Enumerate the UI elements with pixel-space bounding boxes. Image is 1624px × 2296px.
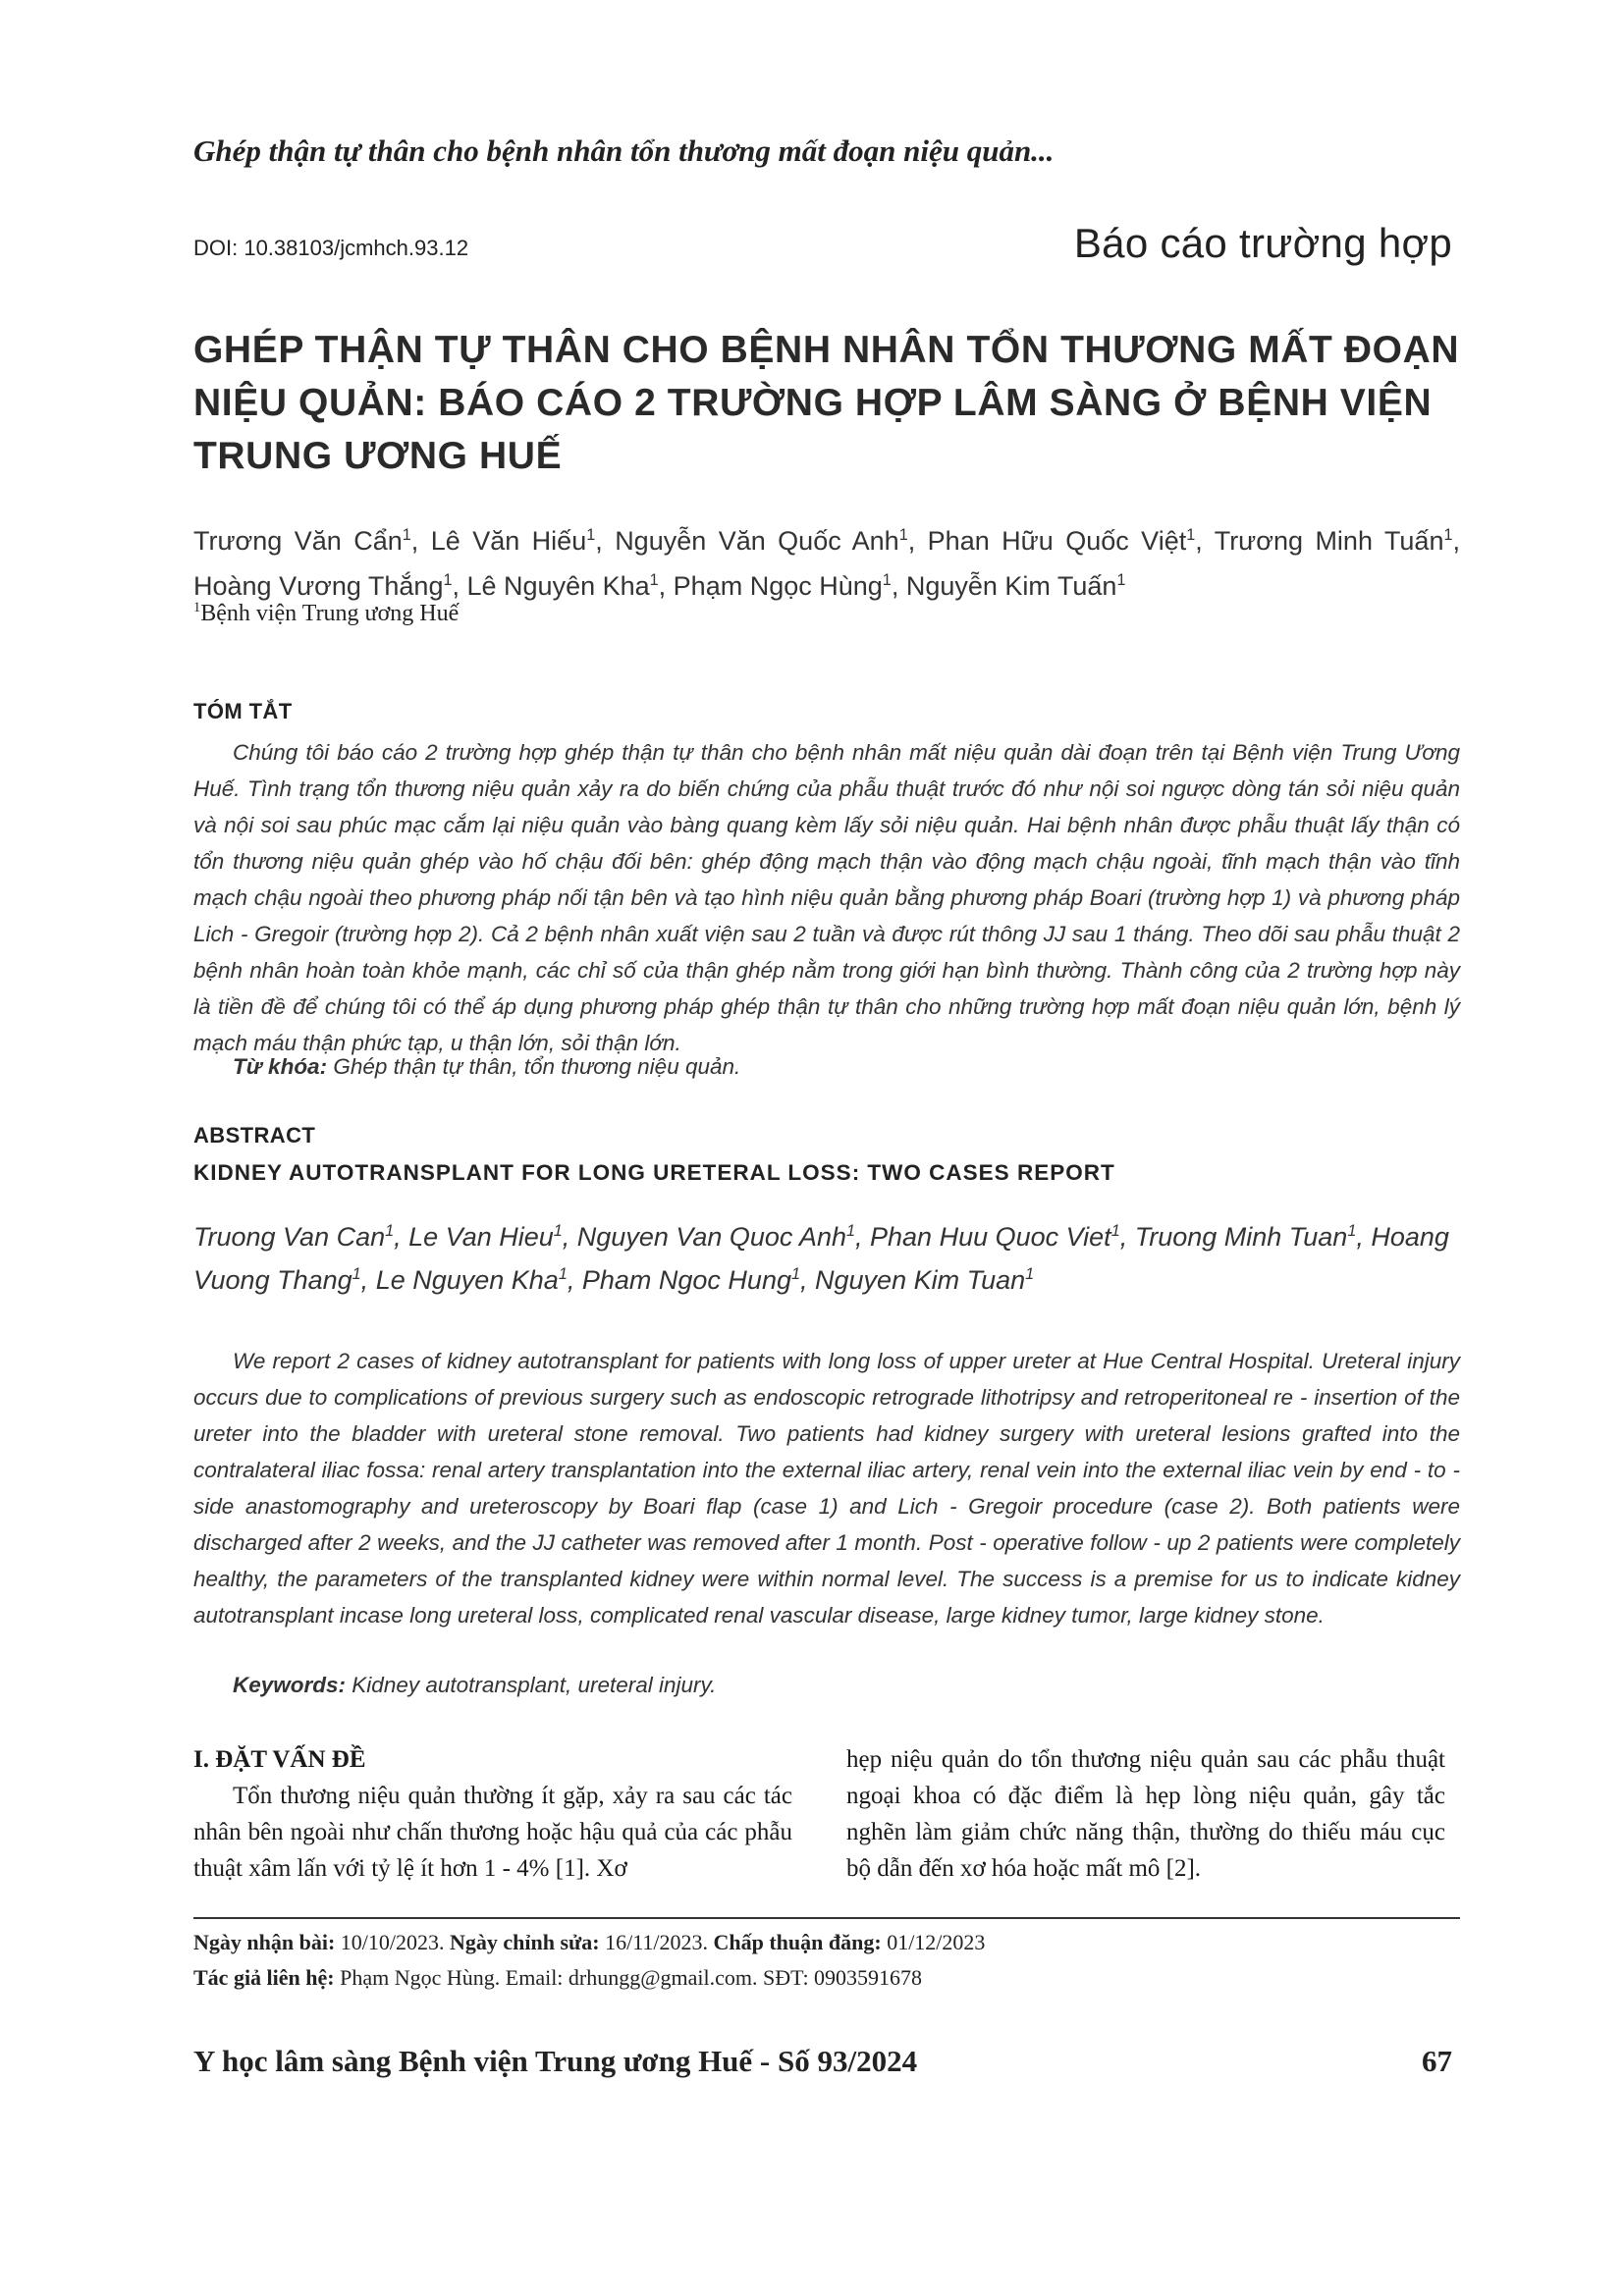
author: Lê Văn Hiếu: [430, 526, 587, 556]
author: Truong Van Can: [193, 1222, 386, 1252]
running-head: Ghép thận tự thân cho bệnh nhân tổn thương mất đoạn niệu quản...: [193, 133, 1055, 168]
author: Lê Nguyên Kha: [466, 571, 650, 601]
footer-journal: Y học lâm sàng Bệnh viện Trung ương Huế - Số 93/2024: [193, 2044, 918, 2078]
submission-dates: Ngày nhận bài: 10/10/2023. Ngày chỉnh sửa: 16/11/2023. Chấp thuận đăng: 01/12/2023: [193, 1930, 986, 1954]
page-number: 67: [1422, 2044, 1452, 2078]
intro-paragraph-continued: hẹp niệu quản do tổn thương niệu quản sau các phẫu thuật ngoại khoa có đặc điểm là hẹp lòng niệu quản, gây tắc nghẽn làm giảm chức năng thận, thường do thiếu máu cục bộ dẫn đến xơ hóa hoặc mất mô [2].: [846, 1746, 1445, 1882]
keywords-en: Keywords: Kidney autotransplant, ureteral injury.: [233, 1673, 717, 1697]
author: Truong Minh Tuan: [1134, 1222, 1348, 1252]
author: Hoàng Vương Thắng: [193, 571, 444, 601]
footnote-divider: [193, 1917, 1460, 1919]
author: Hoang Vuong Thang: [193, 1222, 1449, 1295]
author: Nguyễn Kim Tuấn: [905, 571, 1117, 601]
abstract-vn-text: Chúng tôi báo cáo 2 trường hợp ghép thận tự thân cho bệnh nhân mất niệu quản dài đoạn trên tại Bệnh viện Trung Ương Huế. Tình trạng tổn thương niệu quản xảy ra do biến chứng của phẫu thuật trước đó như nội soi ngược dòng tán sỏi niệu quản và nội soi sau phúc mạc cắm lại niệu quản vào bàng quang kèm lấy sỏi niệu quản. Hai bệnh nhân được phẫu thuật lấy thận có tổn thương niệu quản ghép vào hố chậu đối bên: ghép động mạch thận vào động mạch chậu ngoài, tĩnh mạch thận vào tĩnh mạch chậu ngoài theo phương pháp nối tận bên và tạo hình niệu quản bằng phương pháp Boari (trường hợp 1) và phương pháp Lich - Gregoir (trường hợp 2). Cả 2 bệnh nhân xuất viện sau 2 tuần và được rút thông JJ sau 1 tháng. Theo dõi sau phẫu thuật 2 bệnh nhân hoàn toàn khỏe mạnh, các chỉ số của thận ghép nằm trong giới hạn bình thường. Thành công của 2 trường hợp này là tiền đề để chúng tôi có thể áp dụng phương pháp ghép thận tự thân cho những trường hợp mất đoạn niệu quản lớn, bệnh lý mạch máu thận phức tạp, u thận lớn, sỏi thận lớn.: [193, 740, 1460, 1055]
author: Phạm Ngọc Hùng: [673, 571, 883, 601]
intro-left-column: [193, 1741, 792, 1887]
intro-right-column: [846, 1741, 1445, 1887]
author: Trương Văn Cẩn: [193, 526, 403, 556]
doi: DOI: 10.38103/jcmhch.93.12: [193, 236, 469, 260]
keywords-vn: Từ khóa: Ghép thận tự thân, tổn thương niệu quản.: [233, 1054, 741, 1079]
abstract-en-text: We report 2 cases of kidney autotransplant for patients with long loss of upper ureter at Hue Central Hospital. Ureteral injury occurs due to complications of previous surgery such as endoscopic retrograde lithotripsy and retroperitoneal re - insertion of the ureter into the bladder with ureteral stone removal. Two patients had kidney surgery with ureteral lesions grafted into the contralateral iliac fossa: renal artery transplantation into the external iliac artery, renal vein into the external iliac vein by end - to - side anastomography and ureteroscopy by Boari flap (case 1) and Lich - Gregoir procedure (case 2). Both patients were discharged after 2 weeks, and the JJ catheter was removed after 1 month. Post - operative follow - up 2 patients were completely healthy, the parameters of the transplanted kidney were within normal level. The success is a premise for us to indicate kidney autotransplant incase long ureteral loss, complicated renal vascular disease, large kidney tumor, large kidney stone.: [193, 1349, 1460, 1628]
article-title: GHÉP THẬN TỰ THÂN CHO BỆNH NHÂN TỔN THƯƠNG MẤT ĐOẠN NIỆU QUẢN: BÁO CÁO 2 TRƯỜNG HỢP LÂM SÀNG Ở BỆNH VIỆN TRUNG ƯƠNG HUẾ: [193, 329, 1460, 477]
author: Nguyen Van Quoc Anh: [576, 1222, 846, 1252]
abstract-en-title: KIDNEY AUTOTRANSPLANT FOR LONG URETERAL LOSS: TWO CASES REPORT: [193, 1160, 1115, 1185]
author: Phan Hữu Quốc Việt: [927, 526, 1187, 556]
corresponding-author: Tác giả liên hệ: Phạm Ngọc Hùng. Email: drhungg@gmail.com. SĐT: 0903591678: [193, 1965, 923, 1990]
author: Phan Huu Quoc Viet: [870, 1222, 1111, 1252]
author: Pham Ngoc Hung: [581, 1265, 791, 1295]
article-type: Báo cáo trường hợp: [1073, 220, 1452, 266]
abstract-en-heading: ABSTRACT: [193, 1123, 316, 1148]
author: Le Van Hieu: [408, 1222, 554, 1252]
authors-vn: Trương Văn Cẩn$^1$, Lê Văn Hiếu$^1$, Nguyễn Văn Quốc Anh$^1$, Phan Hữu Quốc Việt$^1$, Trương Minh Tuấn$^1$, Hoàng Vương Thắng$^1$, Lê Nguyên Kha$^1$, Phạm Ngọc Hùng$^1$, Nguyễn Kim Tuấn$^1$: [193, 526, 1460, 601]
author: Le Nguyen Kha: [375, 1265, 559, 1295]
author: Nguyen Kim Tuan: [815, 1265, 1026, 1295]
intro-heading: I. ĐẶT VẤN ĐỀ: [193, 1746, 366, 1773]
author: Nguyễn Văn Quốc Anh: [615, 526, 899, 556]
abstract-vn-heading: TÓM TẮT: [193, 699, 293, 723]
affiliation: $^1$Bệnh viện Trung ương Huế: [193, 600, 460, 626]
authors-en: Truong Van Can$^1$, Le Van Hieu$^1$, Nguyen Van Quoc Anh$^1$, Phan Huu Quoc Viet$^1$, Truong Minh Tuan$^1$, Hoang Vuong Thang$^1$, Le Nguyen Kha$^1$, Pham Ngoc Hung$^1$, Nguyen Kim Tuan$^1$: [193, 1222, 1449, 1295]
author: Trương Minh Tuấn: [1214, 526, 1444, 556]
intro-paragraph: Tổn thương niệu quản thường ít gặp, xảy ra sau các tác nhân bên ngoài như chấn thương hoặc hậu quả của các phẫu thuật xâm lấn với tỷ lệ ít hơn 1 - 4% [1]. Xơ: [193, 1783, 792, 1882]
